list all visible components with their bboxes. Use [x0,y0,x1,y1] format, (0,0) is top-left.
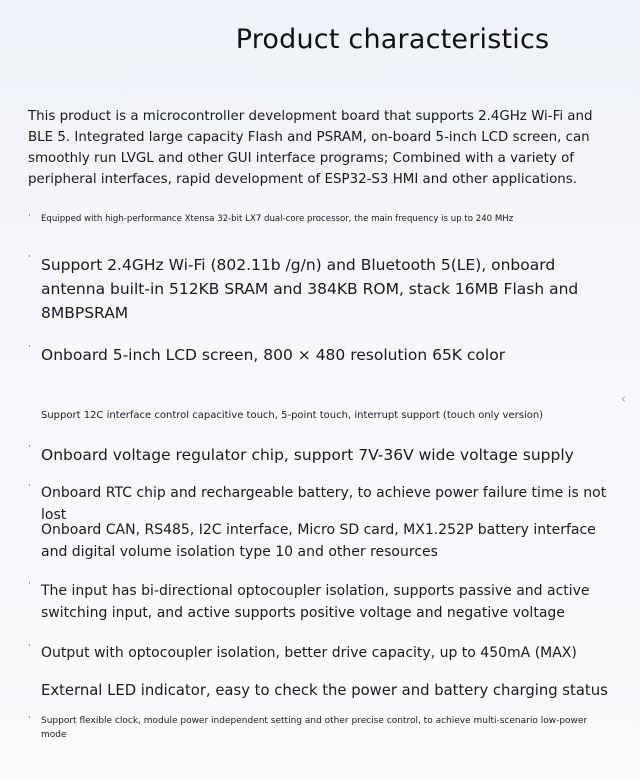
feature-text: Onboard 5-inch LCD screen, 800 × 480 resolution 65K color [41,346,506,364]
feature-text: Output with optocoupler isolation, better drive capacity, up to 450mA (MAX) [41,645,577,661]
feature-text: The input has bi-directional optocoupler isolation, supports passive and active switching input, and active supports positive voltage and negative voltage [41,583,590,621]
bullet-icon: · [28,713,31,723]
feature-item-input [28,580,608,624]
bullet-icon: · [28,579,31,589]
feature-text: External LED indicator, easy to check the power and battery charging status [41,682,608,699]
feature-item-touch [28,408,608,424]
feature-item-processor [28,212,608,226]
feature-text: Equipped with high-performance Xtensa 32-bit LX7 dual-core processor, the main frequency is up to 240 MHz [41,214,514,224]
feature-item-lowpower [28,714,608,742]
feature-item-led [28,679,608,703]
chevron-left-icon[interactable]: ‹ [620,392,626,407]
bullet-icon: · [28,481,31,491]
bullet-icon: · [28,252,31,262]
feature-text: Onboard RTC chip and rechargeable battery, to achieve power failure time is not lost [41,485,607,523]
feature-text: Support 2.4GHz Wi-Fi (802.11b /g/n) and Bluetooth 5(LE), onboard antenna built-in 512KB SRAM and 384KB ROM, stack 16MB Flash and 8MBPSRAM [41,256,579,322]
feature-item-interfaces [28,519,608,563]
feature-text: Support flexible clock, module power independent setting and other precise control, to achieve multi-scenario low-power mode [41,716,588,740]
feature-item-output [28,642,608,664]
bullet-icon: · [28,641,31,651]
bullet-icon: · [28,211,31,221]
feature-text: Onboard CAN, RS485, I2C interface, Micro SD card, MX1.252P battery interface and digital volume isolation type 10 and other resources [41,522,596,560]
feature-item-wireless [28,253,608,325]
feature-item-lcd [28,343,608,367]
bullet-icon: · [28,342,31,352]
feature-item-voltage [28,443,608,467]
feature-text: Support 12C interface control capacitive touch, 5-point touch, interrupt support (touch only version) [41,410,544,421]
intro-paragraph: This product is a microcontroller development board that supports 2.4GHz Wi-Fi and BLE 5. Integrated large capacity Flash and PSRAM, on-board 5-inch LCD screen, can smoothly run LVGL and other GUI interface programs; Combined with a variety of peripheral interfaces, rapid development of ESP32-S3 HMI and other applications. [28,109,593,187]
page-title: Product characteristics [235,24,550,55]
bullet-icon: · [28,442,31,452]
feature-text: Onboard voltage regulator chip, support 7V-36V wide voltage supply [41,446,574,464]
